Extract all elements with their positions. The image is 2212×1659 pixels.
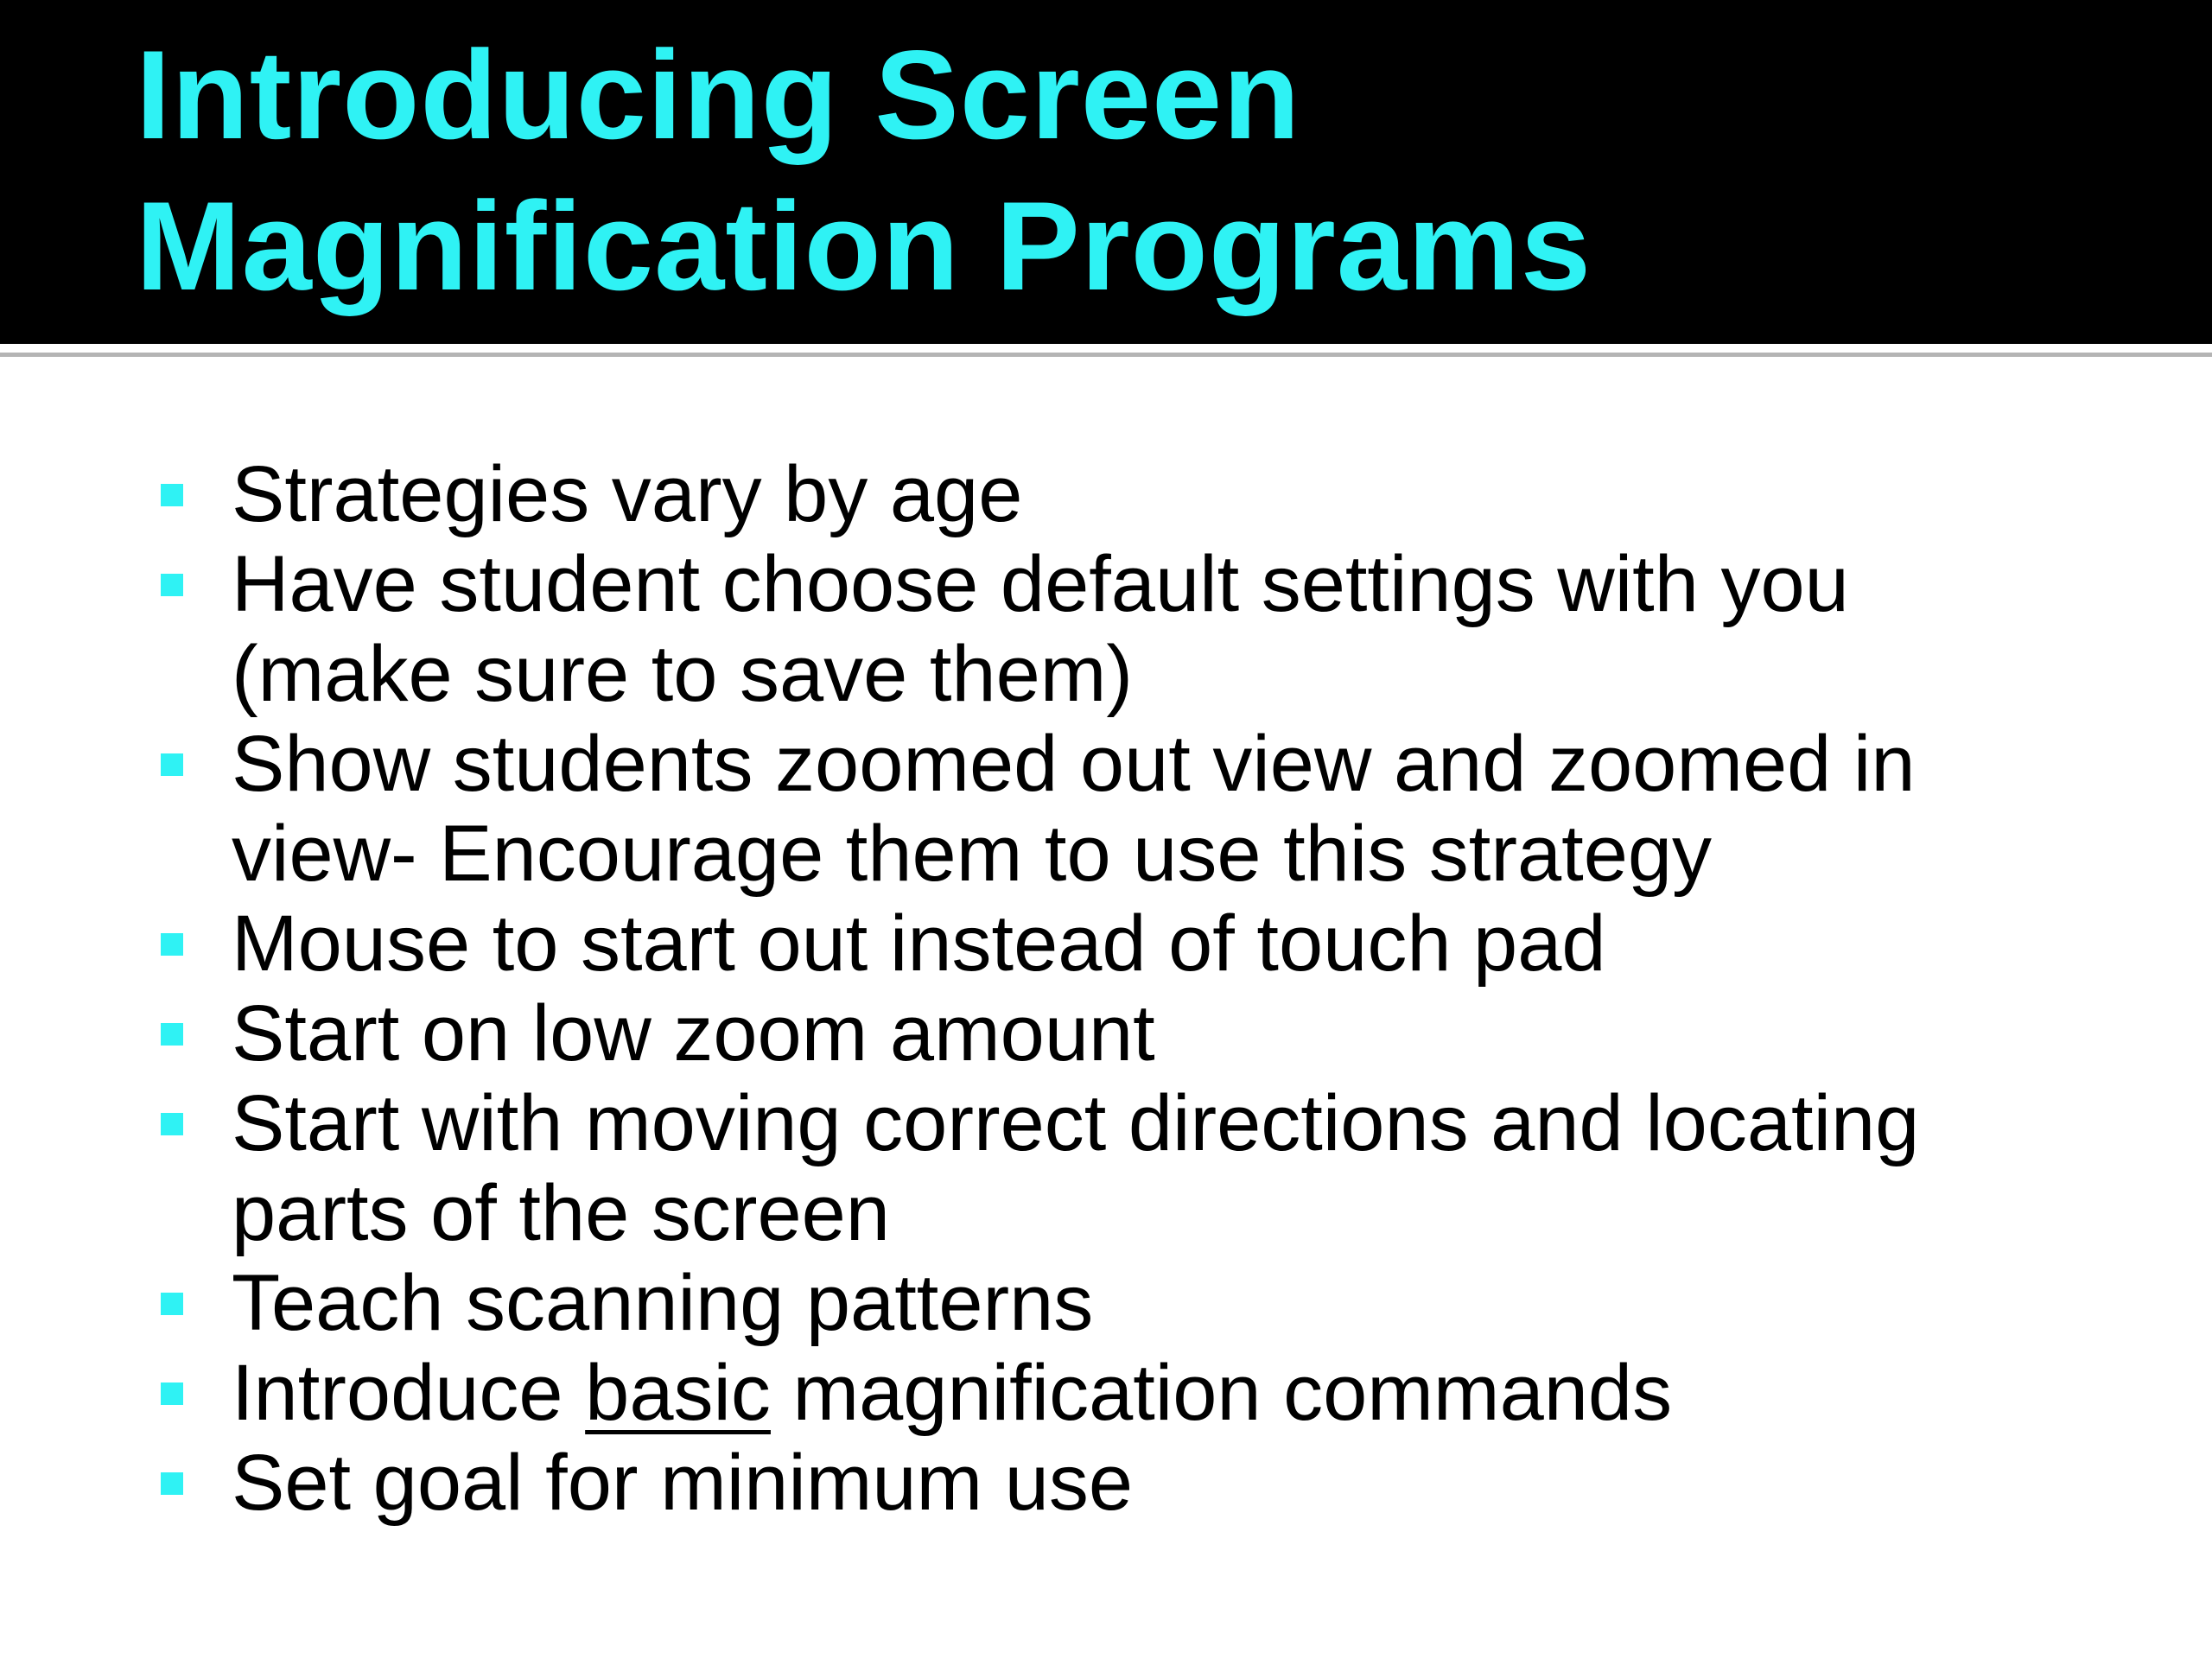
bullet-text-continued: view- Encourage them to use this strategy xyxy=(232,810,1713,898)
square-bullet-icon xyxy=(161,933,183,956)
bullet-text: Start on low zoom amount xyxy=(232,989,1155,1077)
square-bullet-icon xyxy=(161,1472,183,1495)
bullet-text-before: Introduce xyxy=(232,1349,586,1437)
bullet-item xyxy=(0,899,2212,988)
square-bullet-icon xyxy=(161,1293,183,1315)
bullet-text: Teach scanning patterns xyxy=(232,1259,1094,1347)
slide-title xyxy=(136,19,2123,321)
bullet-item xyxy=(0,1078,2212,1258)
bullet-list xyxy=(0,449,2212,1528)
square-bullet-icon xyxy=(161,1113,183,1135)
bullet-item xyxy=(0,539,2212,719)
bullet-text: Show students zoomed out view and zoomed in xyxy=(232,720,1916,808)
bullet-text: Start with moving correct directions and locating xyxy=(232,1079,1920,1167)
bullet-text: Mouse to start out instead of touch pad xyxy=(232,899,1606,988)
bullet-text-after: magnification commands xyxy=(770,1349,1673,1437)
title-divider xyxy=(0,353,2212,357)
bullet-text-continued: (make sure to save them) xyxy=(232,630,1134,718)
bullet-text: Have student choose default settings with you xyxy=(232,540,1849,628)
bullet-item xyxy=(0,1348,2212,1438)
bullet-text-continued: parts of the screen xyxy=(232,1169,890,1257)
square-bullet-icon xyxy=(161,484,183,506)
bullet-text: Set goal for minimum use xyxy=(232,1439,1134,1527)
bullet-item xyxy=(0,988,2212,1078)
bullet-text xyxy=(232,1348,2126,1438)
bullet-item xyxy=(0,719,2212,899)
bullet-item xyxy=(0,1258,2212,1348)
bullet-item xyxy=(0,1438,2212,1528)
square-bullet-icon xyxy=(161,574,183,596)
bullet-item xyxy=(0,449,2212,539)
square-bullet-icon xyxy=(161,1023,183,1046)
underlined-word: basic xyxy=(585,1349,771,1437)
slide-title-line-2: Magnification Programs xyxy=(136,175,1592,316)
square-bullet-icon xyxy=(161,1382,183,1405)
bullet-text: Strategies vary by age xyxy=(232,450,1023,538)
square-bullet-icon xyxy=(161,753,183,776)
slide-title-line-1: Introducing Screen xyxy=(136,24,1301,165)
